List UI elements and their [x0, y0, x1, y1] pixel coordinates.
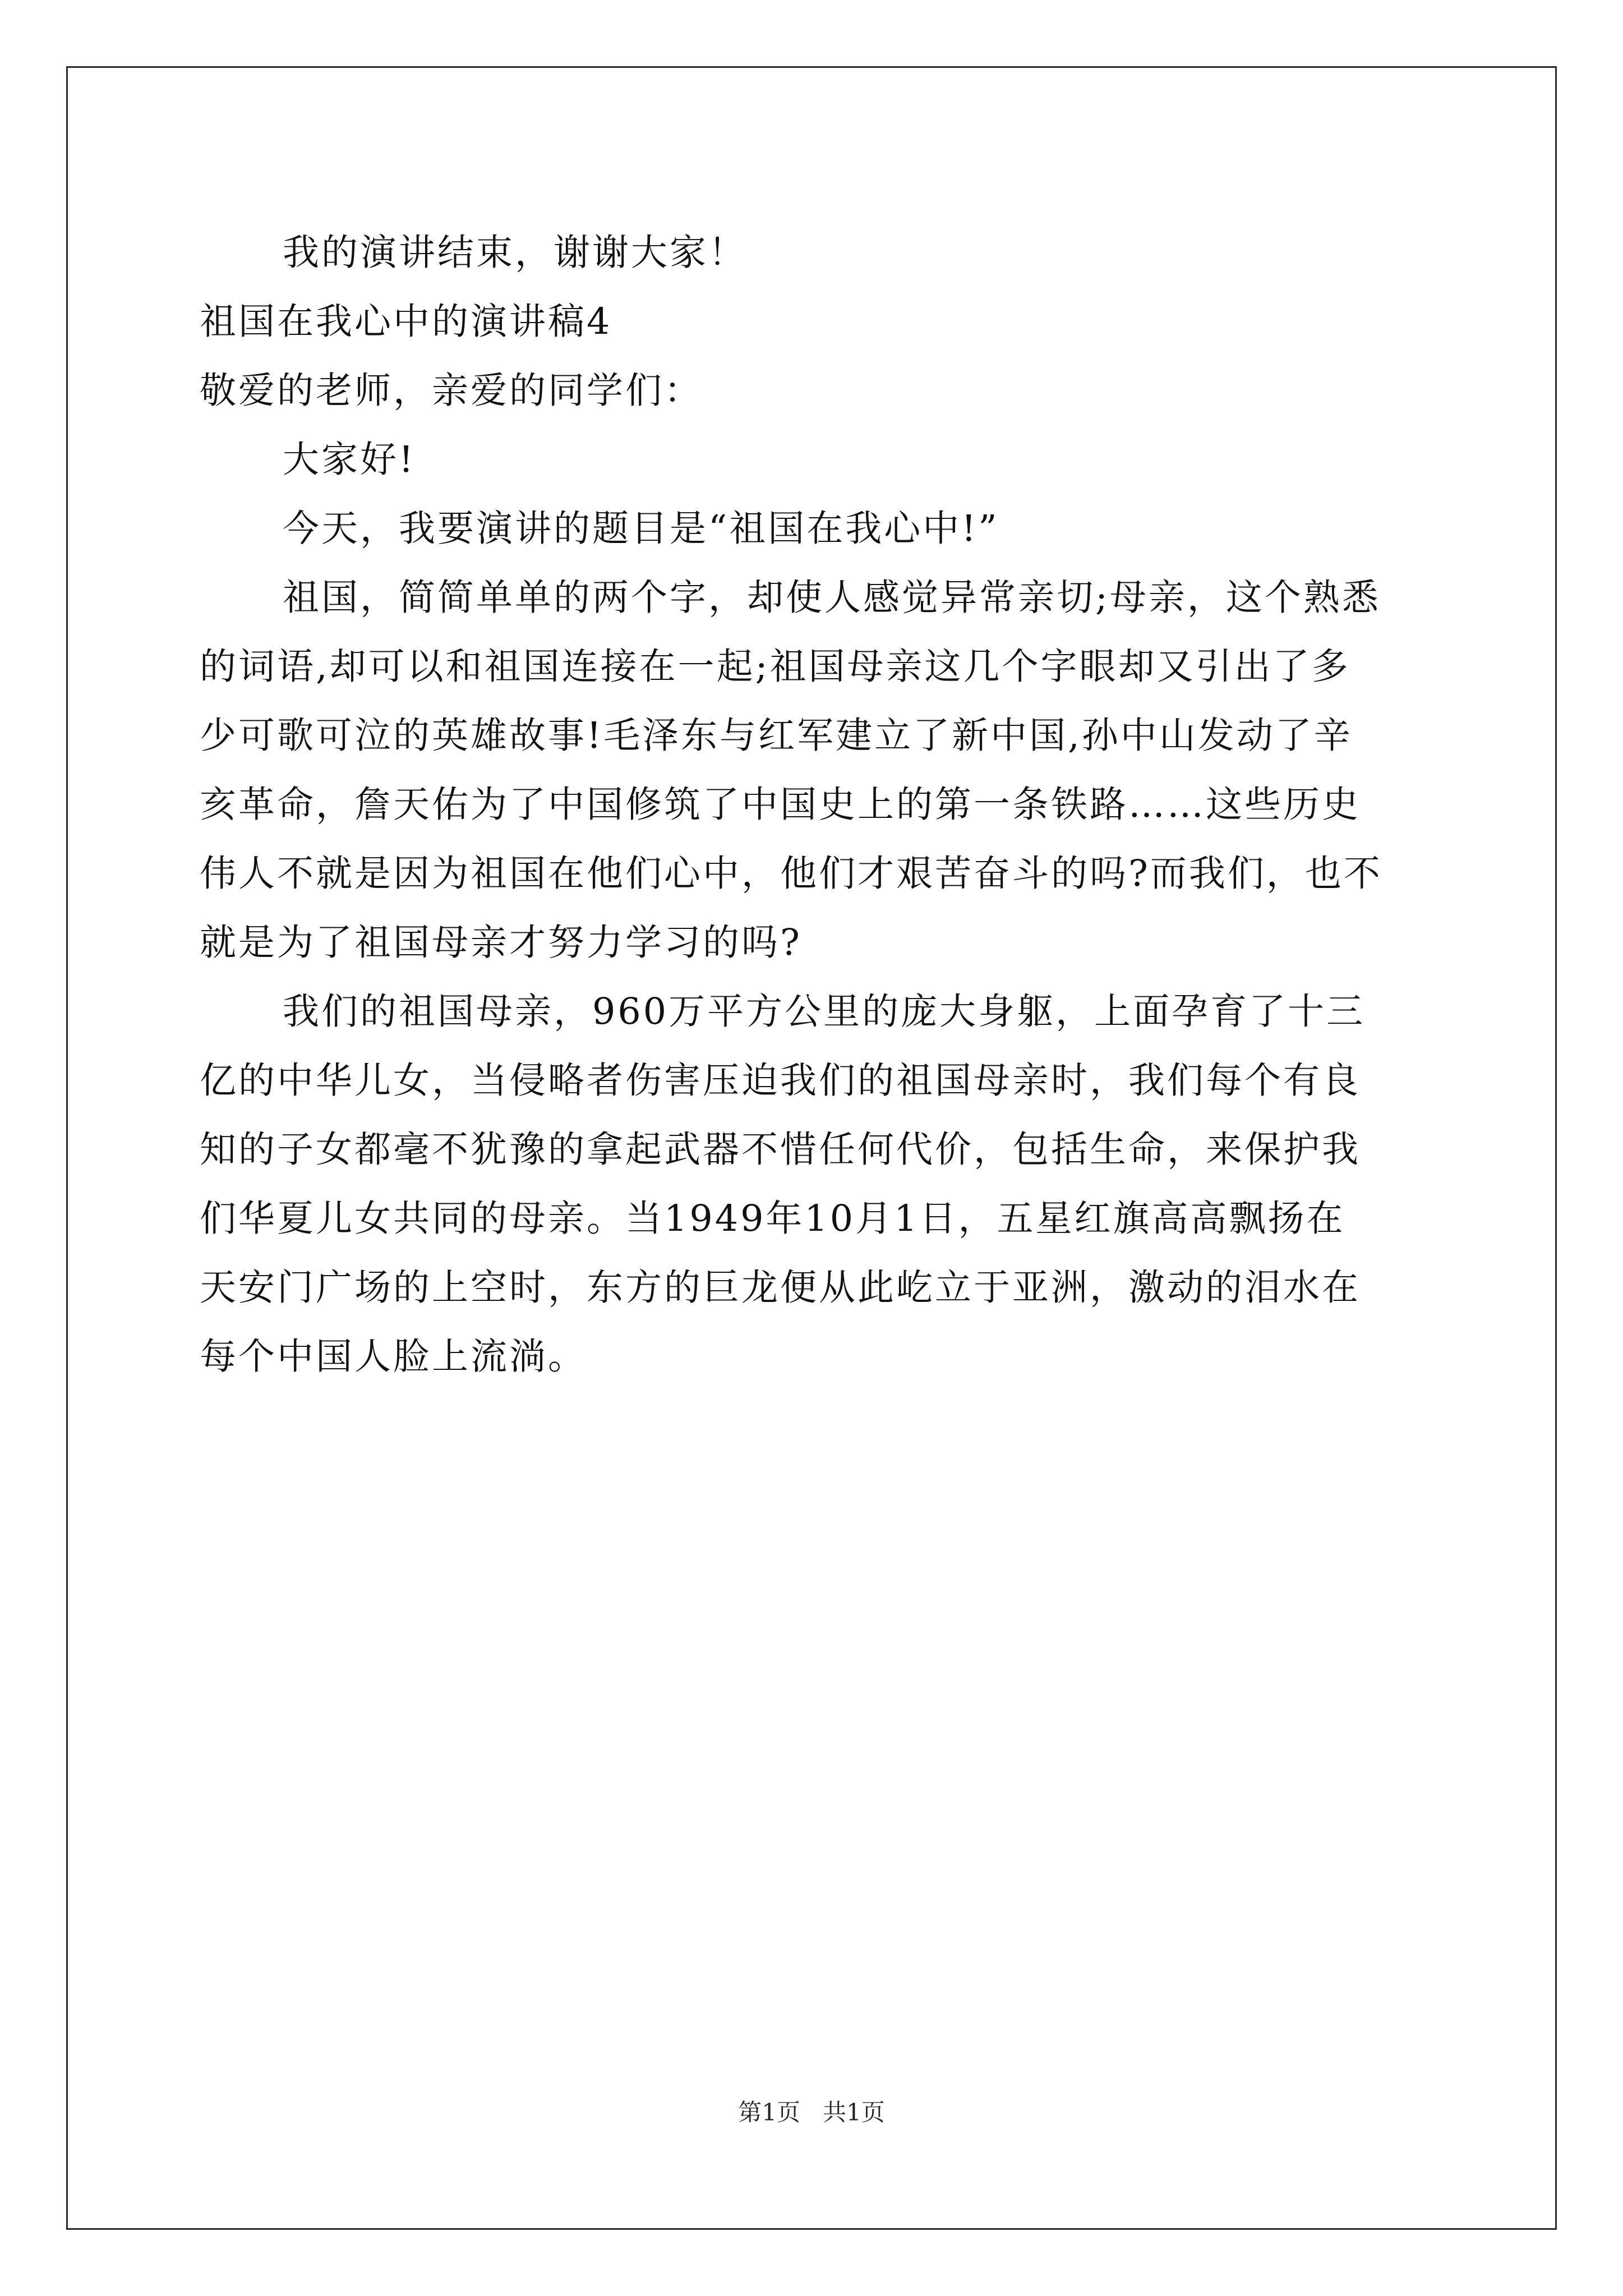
section-title: 祖国在我心中的演讲稿4	[200, 301, 612, 343]
paragraph-2-line-6: 每个中国人脸上流淌。	[200, 1336, 587, 1378]
paragraph-2-line-1: 我们的祖国母亲，960万平方公里的庞大身躯，上面孕育了十三	[283, 991, 1366, 1033]
paragraph-2-line-4: 们华夏儿女共同的母亲。当1949年10月1日，五星红旗高高飘扬在	[200, 1198, 1345, 1240]
paragraph-2-line-5: 天安门广场的上空时，东方的巨龙便从此屹立于亚洲，激动的泪水在	[200, 1267, 1361, 1309]
paragraph-1-line-3: 少可歌可泣的英雄故事!毛泽东与红军建立了新中国,孙中山发动了辛	[200, 715, 1353, 757]
paragraph-2-line-2: 亿的中华儿女，当侵略者伤害压迫我们的祖国母亲时，我们每个有良	[200, 1060, 1361, 1102]
paragraph-1-line-5: 伟人不就是因为祖国在他们心中，他们才艰苦奋斗的吗?而我们，也不	[200, 853, 1382, 895]
closing-line: 我的演讲结束，谢谢大家！	[283, 232, 748, 274]
greeting: 大家好!	[283, 439, 416, 481]
salutation: 敬爱的老师，亲爱的同学们：	[200, 370, 703, 412]
paragraph-1-line-1: 祖国，简简单单的两个字，却使人感觉异常亲切;母亲，这个熟悉	[283, 577, 1381, 619]
speech-topic: 今天，我要演讲的题目是“祖国在我心中!”	[283, 508, 999, 550]
paragraph-1-line-6: 就是为了祖国母亲才努力学习的吗?	[200, 922, 802, 964]
page-number-footer: 第1页 共1页	[738, 2099, 885, 2126]
paragraph-1-line-4: 亥革命，詹天佑为了中国修筑了中国史上的第一条铁路……这些历史	[200, 784, 1361, 826]
paragraph-2-line-3: 知的子女都毫不犹豫的拿起武器不惜任何代价，包括生命，来保护我	[200, 1129, 1361, 1171]
paragraph-1-line-2: 的词语,却可以和祖国连接在一起;祖国母亲这几个字眼却又引出了多	[200, 646, 1350, 688]
